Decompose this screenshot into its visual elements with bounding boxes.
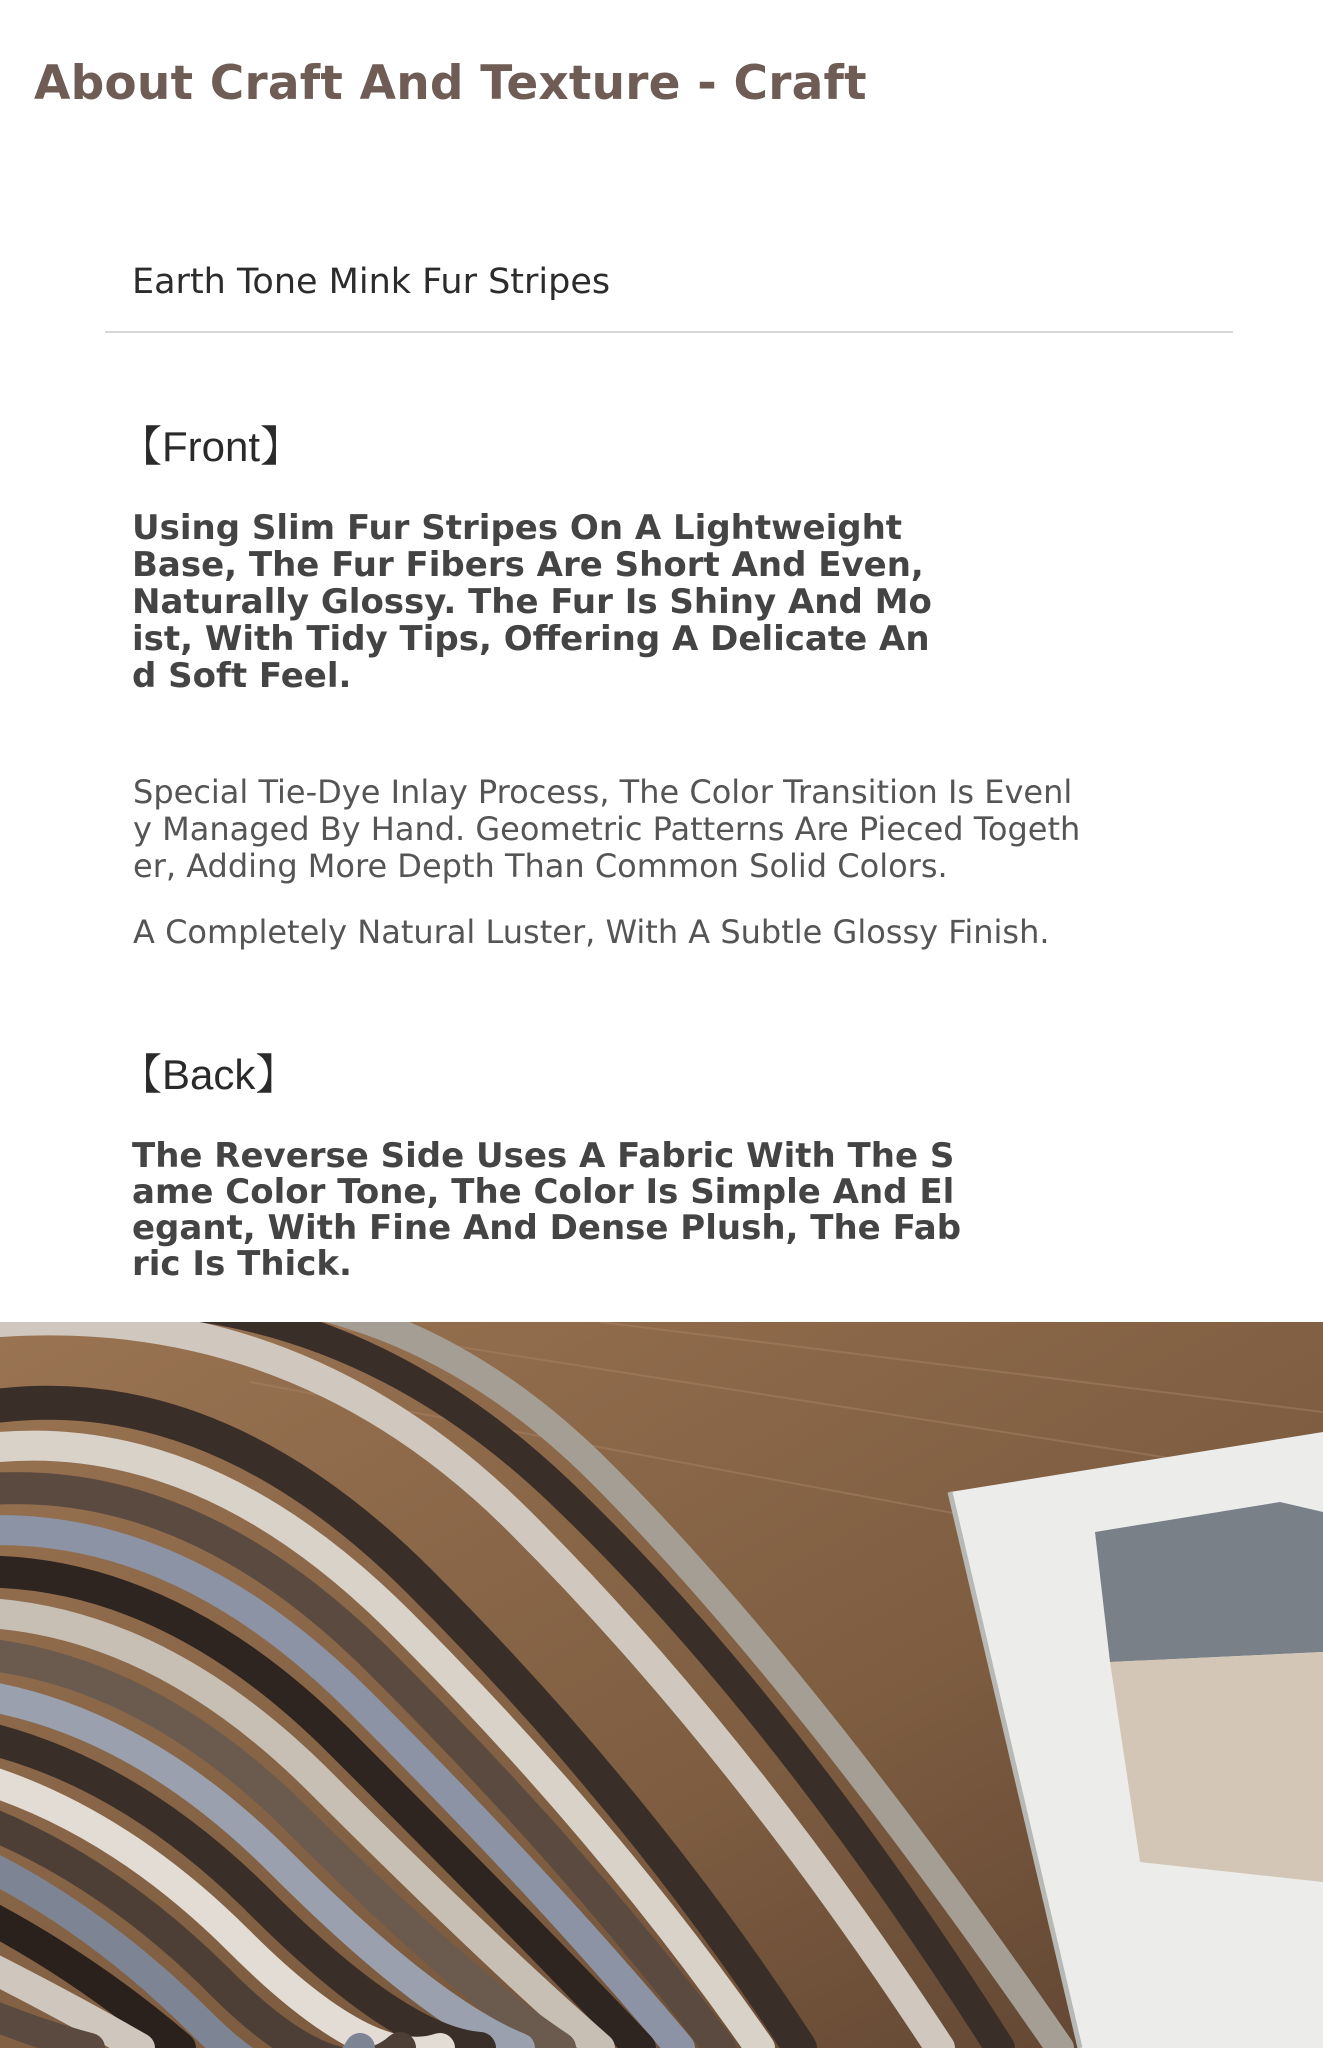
back-description: The Reverse Side Uses A Fabric With The Same Color Tone, The Color Is Simple And Elegant, With Fine And Dense Plush, The Fabric Is Thick.	[132, 1136, 962, 1284]
back-heading: 【Back】	[120, 1051, 298, 1098]
divider	[105, 331, 1233, 333]
product-photo	[0, 1322, 1323, 2048]
front-heading: 【Front】	[120, 423, 303, 470]
product-subtitle: Earth Tone Mink Fur Stripes	[132, 262, 611, 302]
front-luster-text: A Completely Natural Luster, With A Subtle Glossy Finish.	[133, 913, 1050, 951]
front-description: Using Slim Fur Stripes On A Lightweight Base, The Fur Fibers Are Short And Even, Naturally Glossy. The Fur Is Shiny And Moist, With Tidy Tips, Offering A Delicate And Soft Feel.	[132, 508, 932, 696]
front-process-text: Special Tie-Dye Inlay Process, The Color Transition Is Evenly Managed By Hand. Geometric Patterns Are Pieced Together, Adding More Depth Than Common Solid Colors.	[133, 773, 1081, 885]
page-title: About Craft And Texture - Craft	[34, 56, 867, 111]
